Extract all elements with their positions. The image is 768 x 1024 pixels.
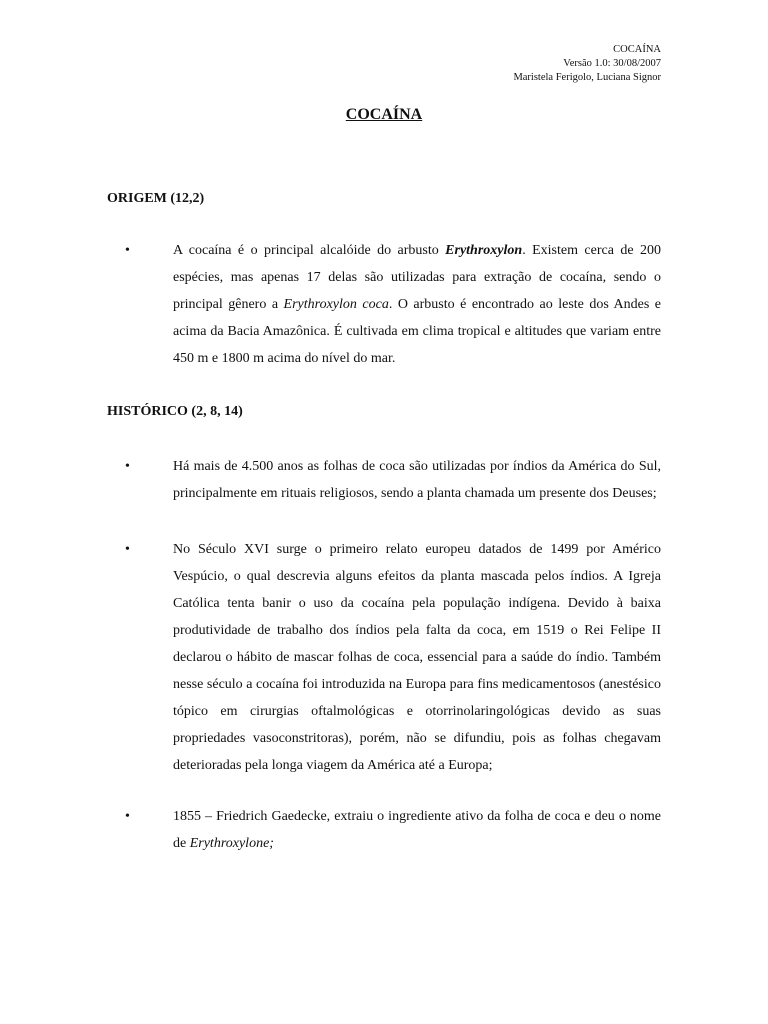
text-run: 1855 – Friedrich Gaedecke, extraiu o ingrediente ativo da folha de coca e deu o nome de [173,809,661,851]
bullet-marker: • [125,459,130,474]
section-heading-origem: ORIGEM (12,2) [107,191,205,206]
text-run: . Existem cerca de 200 espécies, mas apenas 17 delas são utilizadas para extração de cocaína, sendo o principal gênero a [173,243,661,312]
bullet-text [173,237,661,372]
species-name: Erythroxylon coca [283,297,389,312]
document-title: COCAÍNA [345,106,423,123]
list-item [107,237,661,377]
running-header [513,43,661,85]
bullet-marker: • [125,243,130,258]
bullet-marker: • [125,542,130,557]
list-item [107,453,661,534]
bullet-marker: • [125,809,130,824]
header-version: Versão 1.0: 30/08/2007 [563,58,661,69]
bullet-text [173,803,661,857]
compound-name: Erythroxylone; [189,836,274,851]
list-item [107,536,661,806]
bullet-text: No Século XVI surge o primeiro relato europeu datados de 1499 por Américo Vespúcio, o qual descrevia alguns efeitos da planta mascada pelos índios. A Igreja Católica tenta banir o uso da cocaína pela população indígena. Devido à baixa produtividade de trabalho dos índios pela falta da coca, em 1519 o Rei Felipe II declarou o hábito de mascar folhas de coca, essencial para a saúde do índio. Também nesse século a cocaína foi introduzida na Europa para fins medicamentosos (anestésico tópico em cirurgias oftalmológicas e otorrinolaringológicas devido as suas propriedades vasoconstritoras), porém, não se difundiu, pois as folhas chegavam deterioradas pela longa viagem da América até a Europa; [173,542,661,773]
section-heading-historico: HISTÓRICO (2, 8, 14) [107,404,243,419]
header-authors: Maristela Ferigolo, Luciana Signor [513,72,661,83]
text-run: A cocaína é o principal alcalóide do arbusto [173,243,446,258]
header-title: COCAÍNA [613,44,661,55]
bullet-text: Há mais de 4.500 anos as folhas de coca são utilizadas por índios da América do Sul, principalmente em rituais religiosos, sendo a planta chamada um presente dos Deuses; [173,459,661,501]
list-item [107,803,661,859]
genus-name: Erythroxylon [445,243,523,258]
text-run: . O arbusto é encontrado ao leste dos Andes e acima da Bacia Amazônica. É cultivada em clima tropical e altitudes que variam entre 450 m e 1800 m acima do nível do mar. [173,297,662,366]
